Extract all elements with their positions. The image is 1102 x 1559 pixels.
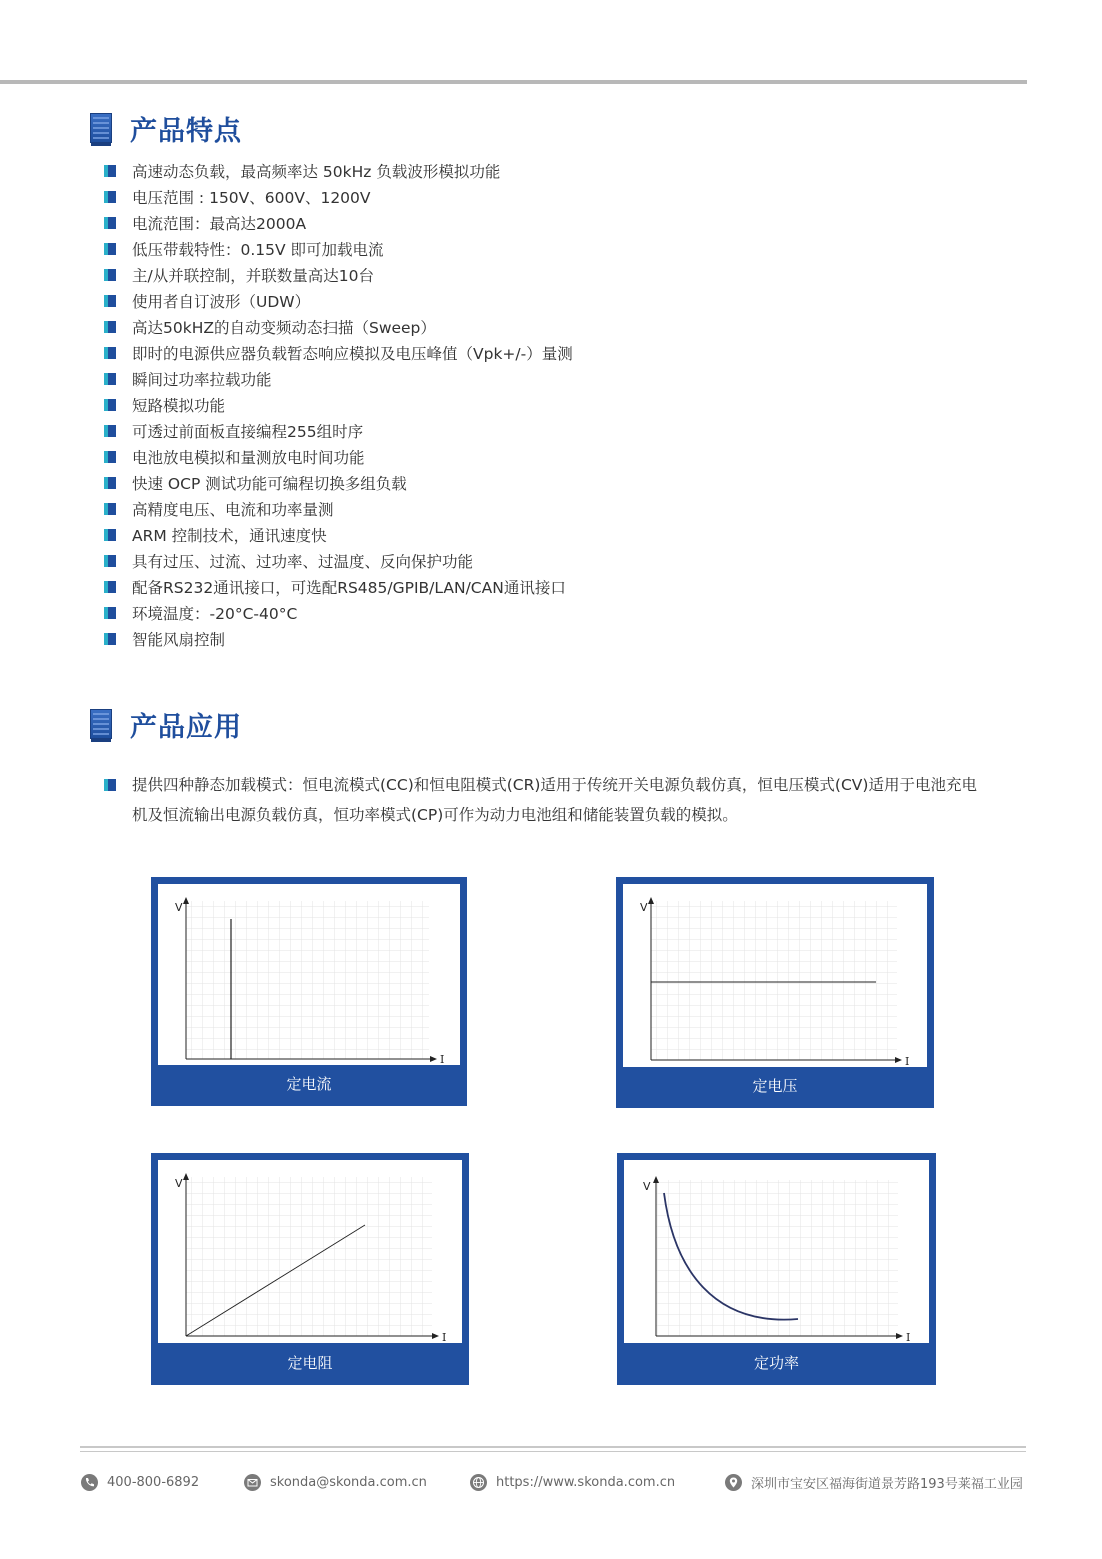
cc-chart-card: [151, 877, 467, 1106]
cr-chart: [158, 1160, 462, 1343]
footer-website[interactable]: [470, 1472, 675, 1492]
x-axis-label: I: [906, 1331, 911, 1343]
cr-caption: 定电阻: [287, 1354, 333, 1372]
x-axis-label: I: [905, 1055, 910, 1067]
feature-text: 高达50kHZ的自动变频动态扫描（Sweep）: [132, 319, 436, 337]
applications-text-line2: 机及恒流输出电源负载仿真，恒功率模式(CP)可作为动力电池组和储能装置负载的模拟。: [132, 806, 738, 824]
square-bullet-icon: [104, 347, 116, 359]
feature-text: 电压范围 : 150V、600V、1200V: [132, 189, 371, 207]
y-axis-label: V: [643, 1180, 651, 1193]
top-divider: [0, 80, 1027, 84]
square-bullet-icon: [104, 165, 116, 177]
list-item: [104, 470, 573, 496]
list-item: [104, 236, 573, 262]
list-item: [104, 392, 573, 418]
website-link[interactable]: https://www.skonda.com.cn: [496, 1474, 676, 1490]
list-item: [104, 574, 573, 600]
feature-text: 智能风扇控制: [132, 631, 226, 649]
list-item: [104, 288, 573, 314]
cp-caption: 定功率: [753, 1354, 799, 1372]
product-cabinet-icon: [90, 709, 112, 739]
cr-chart-area: [158, 1160, 462, 1343]
x-axis-label: I: [442, 1331, 447, 1343]
globe-icon: [470, 1474, 487, 1491]
feature-text: 环境温度：-20°C-40°C: [132, 605, 298, 623]
grid: [186, 901, 429, 1059]
y-arrow-icon: [183, 897, 189, 904]
square-bullet-icon: [104, 779, 116, 791]
y-arrow-icon: [183, 1173, 189, 1180]
grid: [656, 1180, 898, 1336]
square-bullet-icon: [104, 477, 116, 489]
feature-text: 具有过压、过流、过功率、过温度、反向保护功能: [132, 553, 474, 571]
square-bullet-icon: [104, 633, 116, 645]
square-bullet-icon: [104, 399, 116, 411]
feature-text: 即时的电源供应器负载暂态响应模拟及电压峰值（Vpk+/-）量测: [132, 345, 573, 363]
feature-list: [104, 158, 573, 652]
cc-chart-area: [158, 884, 460, 1065]
y-arrow-icon: [653, 1176, 659, 1183]
cc-caption: 定电流: [286, 1075, 332, 1093]
x-arrow-icon: [896, 1333, 903, 1339]
applications-paragraph: [104, 770, 1029, 830]
phone-text: 400-800-6892: [107, 1474, 200, 1490]
list-item: [104, 496, 573, 522]
list-item: [104, 548, 573, 574]
cv-chart-area: [623, 884, 927, 1067]
feature-text: 可透过前面板直接编程255组时序: [132, 423, 364, 441]
x-axis-label: I: [440, 1053, 445, 1065]
feature-text: 主/从并联控制，并联数量高达10台: [132, 267, 374, 285]
feature-text: 配备RS232通讯接口，可选配RS485/GPIB/LAN/CAN通讯接口: [132, 579, 566, 597]
square-bullet-icon: [104, 373, 116, 385]
square-bullet-icon: [104, 191, 116, 203]
square-bullet-icon: [104, 425, 116, 437]
footer-phone: [81, 1472, 199, 1492]
list-item: [104, 340, 573, 366]
list-item: [104, 418, 573, 444]
list-item: [104, 522, 573, 548]
cr-chart-card: [151, 1153, 469, 1385]
features-heading: [90, 108, 242, 148]
cp-chart-card: [617, 1153, 936, 1385]
footer-email[interactable]: [244, 1472, 427, 1492]
phone-icon: [81, 1474, 98, 1491]
feature-text: 使用者自订波形（UDW）: [132, 293, 311, 311]
grid: [186, 1177, 432, 1336]
list-item: [104, 158, 573, 184]
cv-caption: 定电压: [752, 1077, 798, 1095]
square-bullet-icon: [104, 321, 116, 333]
feature-text: 短路模拟功能: [132, 397, 226, 415]
applications-title: 产品应用: [130, 711, 242, 743]
feature-text: 低压带载特性：0.15V 即可加载电流: [132, 241, 384, 259]
square-bullet-icon: [104, 243, 116, 255]
square-bullet-icon: [104, 503, 116, 515]
y-axis-label: V: [175, 901, 183, 914]
applications-heading: [90, 704, 242, 744]
cp-chart-area: [624, 1160, 929, 1343]
feature-text: 高精度电压、电流和功率量测: [132, 501, 334, 519]
cp-chart: [624, 1160, 929, 1343]
y-axis-label: V: [640, 901, 648, 914]
list-item: [104, 366, 573, 392]
footer-divider: [80, 1451, 1026, 1452]
email-icon: [244, 1474, 261, 1491]
list-item: [104, 184, 573, 210]
y-axis-label: V: [175, 1177, 183, 1190]
feature-text: 电池放电模拟和量测放电时间功能: [132, 449, 365, 467]
feature-text: 高速动态负载，最高频率达 50kHz 负载波形模拟功能: [132, 163, 501, 181]
y-arrow-icon: [648, 897, 654, 904]
x-arrow-icon: [430, 1056, 437, 1062]
square-bullet-icon: [104, 607, 116, 619]
features-title: 产品特点: [130, 115, 242, 147]
x-arrow-icon: [895, 1057, 902, 1063]
feature-text: 快速 OCP 测试功能可编程切换多组负载: [132, 475, 407, 493]
feature-text: ARM 控制技术，通讯速度快: [132, 527, 327, 545]
square-bullet-icon: [104, 295, 116, 307]
x-arrow-icon: [432, 1333, 439, 1339]
list-item: [104, 626, 573, 652]
square-bullet-icon: [104, 217, 116, 229]
cv-chart: [623, 884, 927, 1067]
list-item: [104, 444, 573, 470]
list-item: [104, 210, 573, 236]
product-cabinet-icon: [90, 113, 112, 143]
cc-chart: [158, 884, 460, 1065]
footer-divider: [80, 1446, 1026, 1448]
square-bullet-icon: [104, 451, 116, 463]
list-item: [104, 262, 573, 288]
location-icon: [725, 1474, 742, 1491]
feature-text: 瞬间过功率拉载功能: [132, 371, 272, 389]
list-item: [104, 600, 573, 626]
address-text: 深圳市宝安区福海街道景芳路193号莱福工业园: [751, 1476, 1023, 1492]
applications-text-line1: 提供四种静态加载模式：恒电流模式(CC)和恒电阻模式(CR)适用于传统开关电源负载仿真，恒电压模式(CV)适用于电池充电: [132, 776, 977, 794]
email-text[interactable]: skonda@skonda.com.cn: [270, 1474, 427, 1490]
cv-chart-card: [616, 877, 934, 1108]
square-bullet-icon: [104, 269, 116, 281]
feature-text: 电流范围：最高达2000A: [132, 215, 307, 233]
square-bullet-icon: [104, 581, 116, 593]
footer-address: [725, 1472, 1023, 1492]
square-bullet-icon: [104, 555, 116, 567]
list-item: [104, 314, 573, 340]
grid: [651, 901, 897, 1060]
square-bullet-icon: [104, 529, 116, 541]
